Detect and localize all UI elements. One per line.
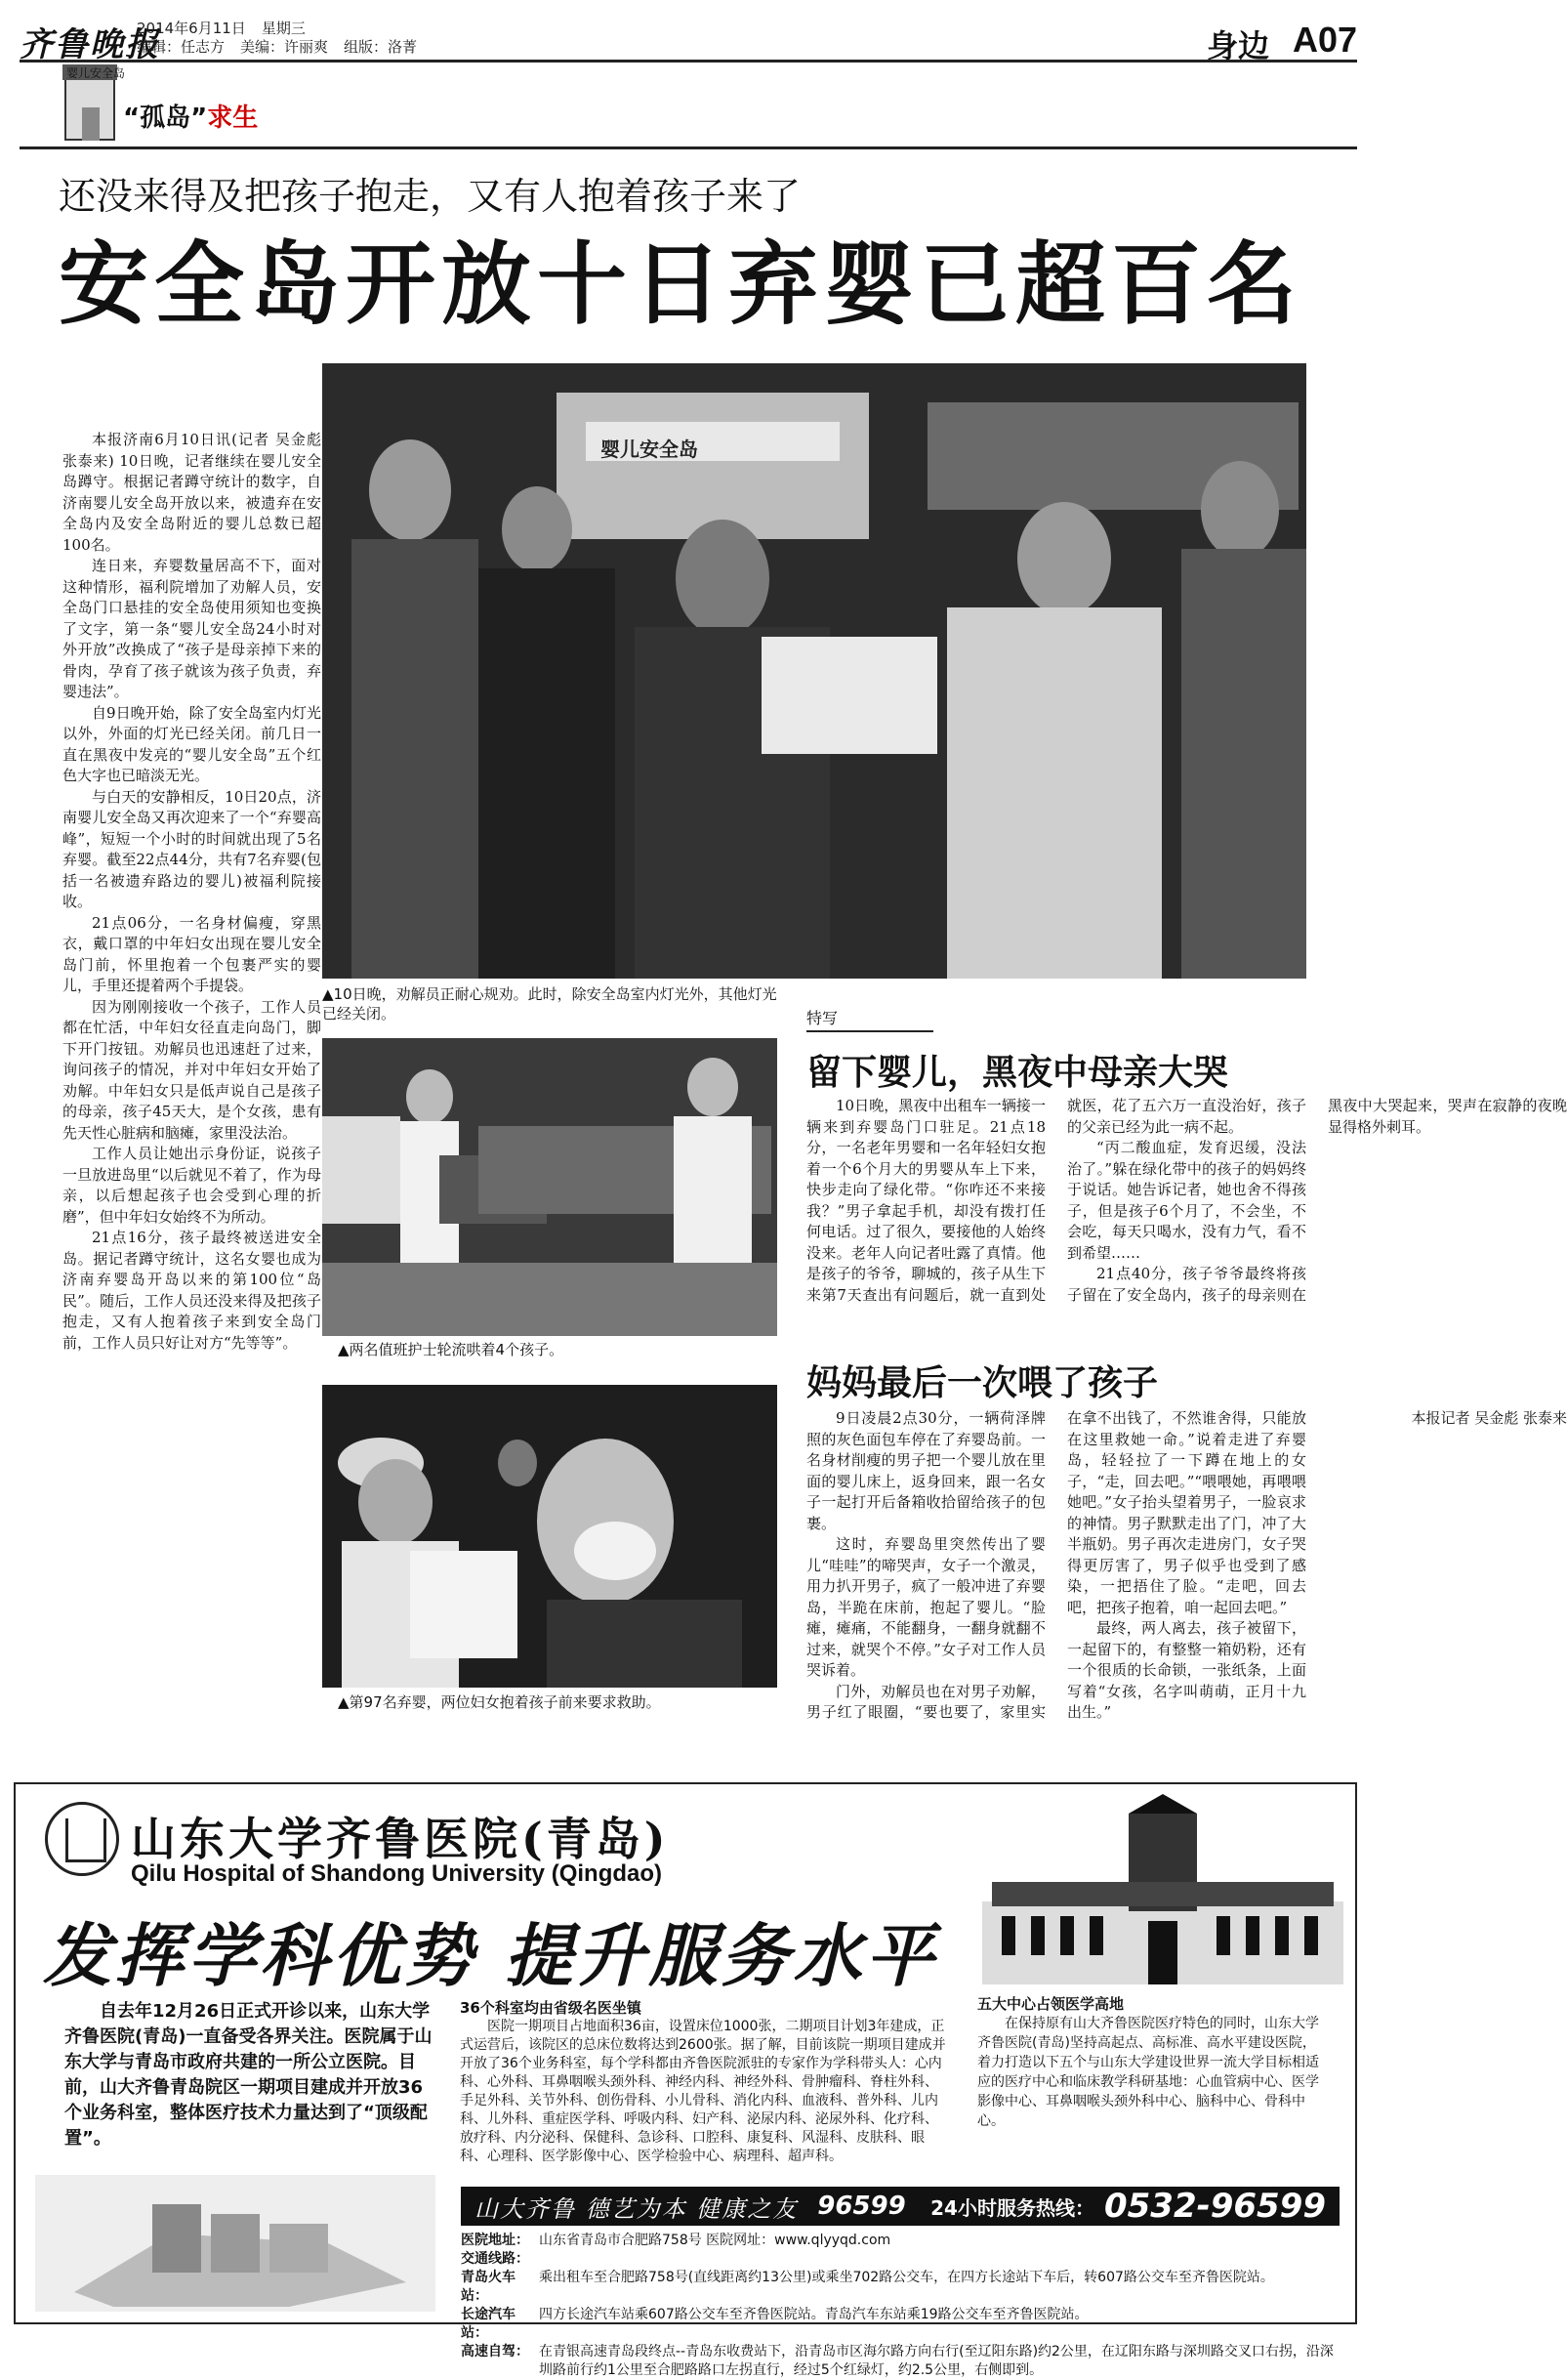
layout-credit: 组版：洛菁 (344, 38, 418, 56)
feature-headline-1: 留下婴儿，黑夜中母亲大哭 (806, 1053, 1229, 1093)
mothers-photo (322, 1385, 777, 1688)
issue-date: 2014年6月11日 (137, 20, 246, 37)
story1-paragraph: “丙二酸血症，发育迟缓，没法治了。”躲在绿化带中的孩子的妈妈终于说话。她告诉记者，她也舍不得孩子，但是孩子6个月了，不会坐，不会吃，每天只喝水，没有力气，看不到希望…… (1067, 1139, 1306, 1262)
feature-story-1 (806, 1096, 1567, 1320)
column-title (123, 98, 258, 134)
story2-paragraph: 9日凌晨2点30分，一辆荷泽牌照的灰色面包车停在了弃婴岛前。一名身材削瘦的男子把一个婴儿放在里面的婴儿床上，返身回来，跟一名女子一起打开后备箱收拾留给孩子的包裹。 (806, 1409, 1046, 1532)
crowd-night-photo (322, 363, 1306, 979)
traffic-title: 交通线路： (461, 2251, 529, 2267)
address-value: 山东省青岛市合肥路758号 医院网址：www.qlyyqd.com (539, 2233, 891, 2248)
departments-text: 医院一期项目占地面积36亩，设置床位1000张，二期项目计划3年建成，正式运营后，该院区的总床位数将达到2600张。据了解，目前该院一期项目建成并开放了36个业务科室，每个学科都由齐鲁医院派驻的专家作为学科带头人：心内科、心外科、耳鼻咽喉头颈外科、神经内科、神经外科、骨肿瘤科、脊柱外科、手足外科、关节外科、创伤骨科、小儿骨科、消化内科、血液科、普外科、儿内科、儿外科、重症医学科、呼吸内科、妇产科、泌尿内科、泌尿外科、化疗科、放疗科、内分泌科、保健科、急诊科、口腔科、康复科、风湿科、皮肤科、眼科、心理科、医学影像中心、医学检验中心、病理科、超声科。 (460, 2019, 946, 2164)
feature-label: 特写 (806, 1006, 933, 1032)
issue-weekday: 星期三 (261, 20, 306, 37)
short-tel: 96599 (817, 2192, 906, 2221)
route-value: 在青银高速青岛段终点--青岛东收费站下，沿青岛市区海尔路方向右行(至辽阳东路)约2公里，在辽阳东路与深圳路交叉口右拐，沿深圳路前行约1公里至合肥路路口左拐直行，经过5个红绿灯，约2.5公里，右侧即到。 (539, 2344, 1334, 2378)
hospital-motto: 山大齐鲁 德艺为本 健康之友 (474, 2194, 799, 2223)
hospital-name-en: Qilu Hospital of Shandong University (Qingdao) (131, 1860, 663, 1887)
lead-paragraph: 与白天的安静相反，10日20点，济南婴儿安全岛又再次迎来了一个“弃婴高峰”，短短一个小时的时间就出现了5名弃婴。截至22点44分，共有7名弃婴(包括一名被遗弃路边的婴儿)被福利院接收。 (62, 787, 321, 910)
ad-contact-bar (461, 2187, 1340, 2226)
departments-title: 36个科室均由省级名医坐镇 (460, 1999, 641, 2017)
lead-paragraph: 本报济南6月10日讯(记者 吴金彪 张泰来) 10日晚，记者继续在婴儿安全岛蹲守。根据记者蹲守统计的数字，自济南婴儿安全岛开放以来，被遗弃在安全岛内及安全岛附近的婴儿总数已超100名。 (62, 431, 321, 554)
route-value: 乘出租车至合肥路758号(直线距离约13公里)或乘坐702路公交车，在四方长途站下车后，转607路公交车至齐鲁医院站。 (539, 2270, 1274, 2285)
route-key: 长途汽车站： (461, 2307, 515, 2341)
column-badge (64, 66, 318, 146)
story1-paragraph: 10日晚，黑夜中出租车一辆接一辆来到弃婴岛门口驻足。21点18分，一名老年男婴和一名年轻妇女抱着一个6个月大的男婴从车上下来，快步走向了绿化带。“你咋还不来接我？”男子拿起手机，却没有拨打任何电话。过了很久，要接他的人始终没来。老年人向记者吐露了真情。他是孩子的爷爷，聊城的，孩子从生下来第7天查出有问题后，就一直到处就医，花了五六万一直没治好，孩子的父亲已经为此一病不起。 (806, 1097, 1306, 1304)
route-row (461, 2269, 1340, 2306)
feature-headline-2: 妈妈最后一次喂了孩子 (806, 1363, 1159, 1403)
art-credit: 美编：许丽爽 (240, 38, 329, 56)
centers-text: 在保持原有山大齐鲁医院医疗特色的同时，山东大学齐鲁医院(青岛)坚持高起点、高标准、高水平建设医院，着力打造以下五个与山东大学建设世界一流大学目标相适应的医疗中心和临床教学科研基地：心血管病中心、医学影像中心、耳鼻咽喉头颈外科中心、脑科中心、骨科中心。 (977, 2016, 1319, 2129)
page-number: A07 (1292, 20, 1357, 60)
story2-paragraph: 这时，弃婴岛里突然传出了婴儿“哇哇”的啼哭声，女子一个激灵，用力扒开男子，疯了一般冲进了弃婴岛，半跪在床前，抱起了婴儿。“脸瘫，瘫痛，不能翻身，一翻身就翻不过来，就哭个不停。”女子对工作人员哭诉着。 (806, 1535, 1046, 1679)
ad-centers (977, 1994, 1324, 2131)
route-row (461, 2343, 1340, 2380)
route-value: 四方长途汽车站乘607路公交车至齐鲁医院站。青岛汽车东站乘19路公交车至齐鲁医院站。 (539, 2307, 1089, 2322)
lead-paragraph: 21点16分，孩子最终被送进安全岛。据记者蹲守统计，这名女婴也成为济南弃婴岛开岛以来的第100位“岛民”。随后，工作人员还没来得及把孩子抱走，又有人抱着孩子来到安全岛门前，工作人员只好让对方“先等等”。 (62, 1229, 321, 1352)
route-key: 高速自驾： (461, 2344, 529, 2359)
hotline-number: 0532-96599 (1103, 2187, 1326, 2226)
address-row (461, 2232, 1340, 2250)
story2-paragraph: 门外，劝解员也在对男子劝解，男子红了眼圈，“要也要了，家里实在拿不出钱了，不然谁舍得，只能放在这里救她一命。”说着走进了弃婴岛，轻轻拉了一下蹲在地上的女子，“走，回去吧。”“喂喂她，再喂喂她吧。”女子抬头望着男子，一脸哀求的神情。男子默默走出了门，冲了大半瓶奶。男子再次走进房门，女子哭得更厉害了，男子似乎也受到了感染，一把捂住了脸。“走吧，回去吧，把孩子抱着，咱一起回去吧。” (806, 1409, 1306, 1721)
photo1-caption: ▲10日晚，劝解员正耐心规劝。此时，除安全岛室内灯光外，其他灯光已经关闭。 (322, 985, 777, 1023)
story2-paragraph: 最终，两人离去，孩子被留下，一起留下的，有整整一箱奶粉，还有一个很质的长命锁，一张纸条，上面写着“女孩，名字叫萌萌，正月十九出生。” (1067, 1619, 1306, 1721)
byline: 本报记者 吴金彪 张泰来 (1411, 1409, 1567, 1427)
ad-departments (460, 1999, 948, 2166)
route-row (461, 2306, 1340, 2343)
column-title-a: “孤岛” (123, 104, 208, 133)
ad-slogan: 发挥学科优势 提升服务水平 (43, 1916, 938, 1996)
shelter-sign: 婴儿安全岛 (600, 438, 698, 461)
historic-building-illustration (982, 1794, 1343, 1984)
ad-traffic-info (461, 2232, 1340, 2380)
hospital-name-cn: 山东大学齐鲁医院(青岛) (131, 1813, 670, 1865)
hospital-building-illustration (35, 2175, 435, 2312)
house-icon (64, 76, 115, 141)
address-key: 医院地址： (461, 2233, 529, 2248)
lead-paragraph: 因为刚刚接收一个孩子，工作人员都在忙活，中年妇女径直走向岛门，脚下开门按钮。劝解员也迅速赶了过来，询问孩子的情况，并对中年妇女开始了劝解。中年妇女只是低声说自己是孩子的母亲，孩子45天大，是个女孩，患有先天性心脏病和脑瘫，家里没法治。 (62, 997, 321, 1142)
lead-paragraph: 工作人员让她出示身份证，说孩子一旦放进岛里“以后就见不着了，作为母亲，以后想起孩子也会受到心理的折磨”，但中年妇女始终不为所动。 (62, 1145, 321, 1226)
main-headline: 安全岛开放十日弃婴已超百名 (59, 232, 1303, 337)
centers-title: 五大中心占领医学高地 (977, 1995, 1125, 2013)
photo2-caption: ▲两名值班护士轮流哄着4个孩子。 (338, 1341, 564, 1358)
nurses-image (322, 1038, 777, 1336)
lead-paragraph: 连日来，弃婴数量居高不下，面对这种情形，福利院增加了劝解人员，安全岛门口悬挂的安全岛使用须知也变换了文字，第一条“婴儿安全岛24小时对外开放”改换成了“孩子是母亲掉下来的骨肉，孕育了孩子就该为孩子负责，弃婴违法”。 (62, 557, 321, 700)
hospital-logo-icon (45, 1802, 119, 1876)
newspaper-logo: 齐鲁晚报 (20, 25, 160, 64)
route-key: 青岛火车站： (461, 2270, 515, 2304)
divider (20, 146, 1357, 149)
ad-intro: 自去年12月26日正式开诊以来，山东大学齐鲁医院(青岛)一直备受各界关注。医院属于山东大学与青岛市政府共建的一所公立医院。目前，山大齐鲁青岛院区一期项目建成并开放36个业务科室，整体医疗技术力量达到了“顶级配置”。 (64, 2001, 433, 2149)
issue-info (137, 20, 417, 57)
editor-credit: 编辑：任志方 (137, 38, 226, 56)
traffic-title-row (461, 2250, 1340, 2269)
hospital-advertisement (14, 1782, 1357, 2378)
lead-story (62, 430, 321, 1354)
section-name: 身边 (1206, 27, 1269, 64)
hotline-label: 24小时服务热线： (930, 2195, 1094, 2220)
feature-story-2 (806, 1408, 1567, 1740)
photo3-caption: ▲第97名弃婴，两位妇女抱着孩子前来要求救助。 (338, 1693, 661, 1711)
column-title-b: 求生 (207, 104, 259, 133)
lead-paragraph: 21点06分，一名身材偏瘦，穿黑衣，戴口罩的中年妇女出现在婴儿安全岛门前，怀里抱着一个包裹严实的婴儿，手里还提着两个手提袋。 (62, 913, 321, 994)
sub-headline: 还没来得及把孩子抱走，又有人抱着孩子来了 (59, 175, 802, 218)
mothers-image (322, 1385, 777, 1688)
badge-tag: 婴儿安全岛 (66, 66, 126, 80)
story1-paragraph: 21点40分，孩子爷爷最终将孩子留在了安全岛内，孩子的母亲则在黑夜中大哭起来，哭声在寂静的夜晚显得格外刺耳。 (1067, 1097, 1567, 1304)
lead-paragraph: 自9日晚开始，除了安全岛室内灯光以外，外面的灯光已经关闭。前几日一直在黑夜中发亮的“婴儿安全岛”五个红色大字也已暗淡无光。 (62, 703, 321, 784)
nurses-photo (322, 1038, 777, 1336)
masthead (20, 18, 1357, 63)
main-photo (322, 363, 1306, 979)
